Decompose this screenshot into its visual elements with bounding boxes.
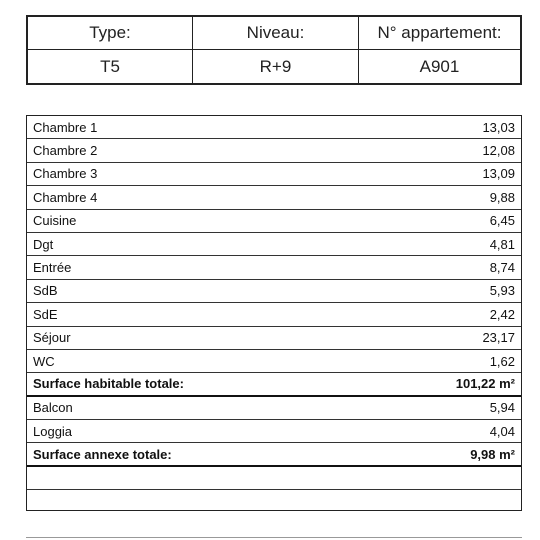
type-label: Type: xyxy=(28,17,193,50)
habitable-total-row xyxy=(27,373,521,396)
table-row xyxy=(27,163,521,186)
apartment-number-label: N° appartement: xyxy=(359,17,520,50)
room-area: 4,81 xyxy=(489,236,515,252)
level-value: R+9 xyxy=(193,50,359,83)
empty-row xyxy=(27,490,521,513)
annex-name: Loggia xyxy=(33,423,73,439)
annex-total-label: Surface annexe totale: xyxy=(33,446,172,462)
room-name: Cuisine xyxy=(33,213,77,229)
table-row xyxy=(27,233,521,256)
room-name: Chambre 4 xyxy=(33,189,98,205)
room-area: 13,03 xyxy=(482,119,515,135)
apartment-header-table xyxy=(26,15,522,85)
empty-row xyxy=(27,467,521,490)
room-name: Chambre 3 xyxy=(33,166,98,182)
apartment-number-value: A901 xyxy=(419,56,460,76)
bottom-divider xyxy=(26,537,522,538)
annex-name: Balcon xyxy=(33,400,73,416)
habitable-total-value: 101,22 m² xyxy=(455,376,515,392)
annex-area: 5,94 xyxy=(489,400,515,416)
table-row xyxy=(27,327,521,350)
room-area: 8,74 xyxy=(489,260,515,276)
room-area: 23,17 xyxy=(482,330,515,346)
habitable-total-label: Surface habitable totale: xyxy=(33,376,184,392)
annex-total-value: 9,98 m² xyxy=(470,446,515,462)
type-value: T5 xyxy=(28,50,193,83)
table-row xyxy=(27,256,521,279)
table-row xyxy=(27,397,521,420)
room-name: WC xyxy=(33,353,55,369)
room-area: 6,45 xyxy=(489,213,515,229)
room-name: Séjour xyxy=(33,330,71,346)
table-row xyxy=(27,210,521,233)
room-area: 2,42 xyxy=(489,306,515,322)
room-areas-table xyxy=(26,115,522,511)
table-row xyxy=(27,186,521,209)
table-row xyxy=(27,420,521,443)
annex-area: 4,04 xyxy=(489,423,515,439)
room-name: Chambre 1 xyxy=(33,119,98,135)
room-area: 9,88 xyxy=(489,189,515,205)
table-row xyxy=(27,280,521,303)
table-row xyxy=(27,139,521,162)
room-area: 5,93 xyxy=(489,283,515,299)
level-label: Niveau: xyxy=(193,17,359,50)
annex-total-row xyxy=(27,443,521,466)
room-area: 13,09 xyxy=(482,166,515,182)
room-name: SdE xyxy=(33,306,58,322)
table-row xyxy=(27,350,521,373)
room-name: Dgt xyxy=(33,236,54,252)
room-area: 1,62 xyxy=(489,353,515,369)
table-row xyxy=(27,303,521,326)
room-name: SdB xyxy=(33,283,58,299)
room-name: Entrée xyxy=(33,260,72,276)
room-area: 12,08 xyxy=(482,143,515,159)
table-row xyxy=(27,116,521,139)
room-name: Chambre 2 xyxy=(33,143,98,159)
